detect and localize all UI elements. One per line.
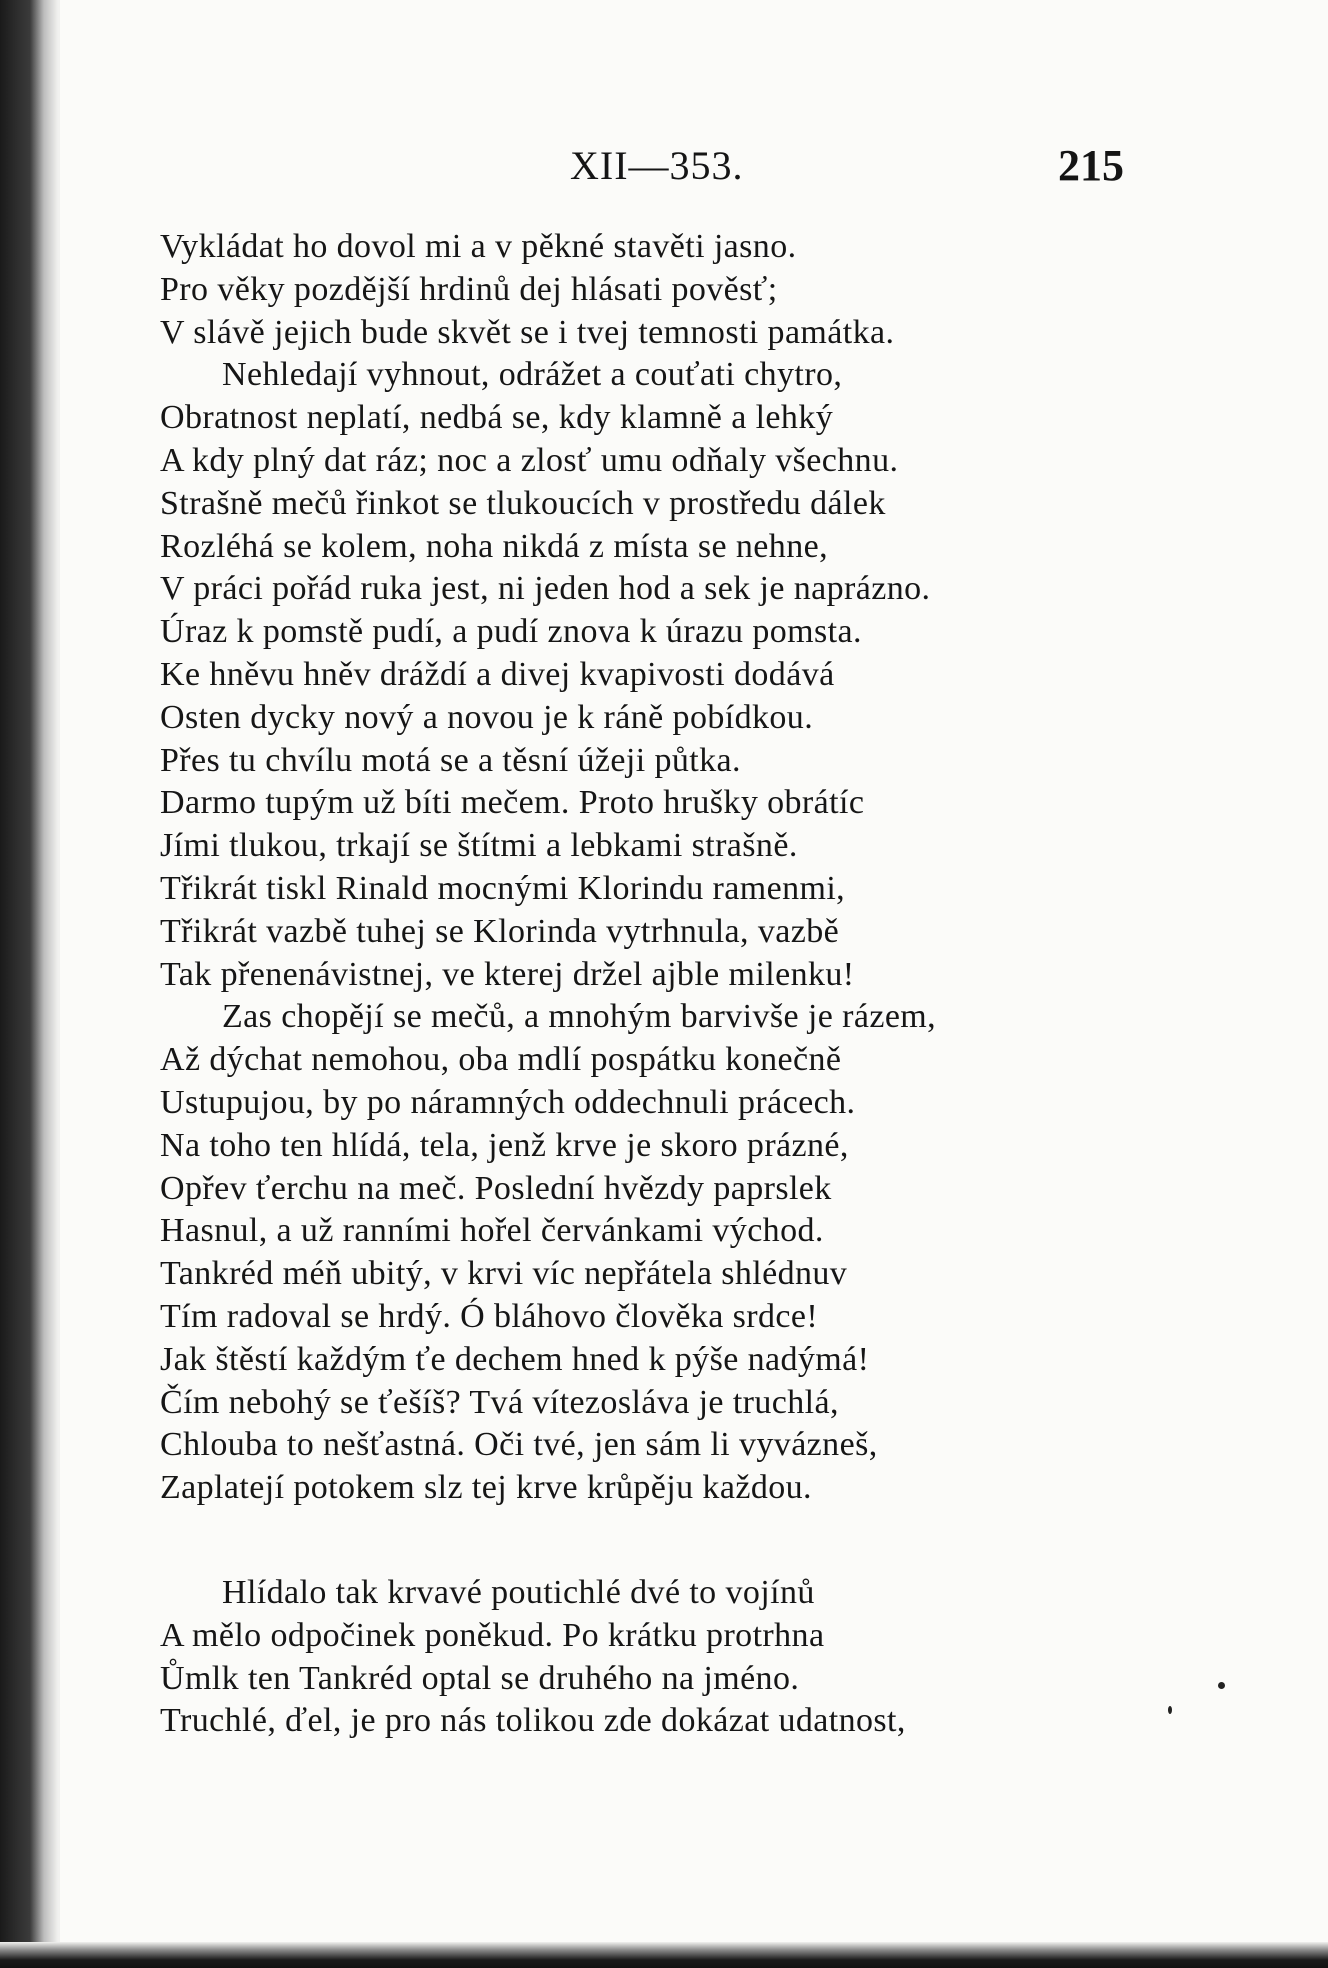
verse-line: Úraz k pomstě pudí, a pudí znova k úrazu pomsta. — [160, 613, 862, 651]
verse-line: V práci pořád ruka jest, ni jeden hod a sek je naprázno. — [160, 570, 931, 608]
binding-shadow — [0, 0, 60, 1968]
scan-bottom-edge — [0, 1942, 1328, 1968]
verse-line: A kdy plný dat ráz; noc a zlosť umu odňaly všechnu. — [160, 441, 899, 479]
page-header — [60, 142, 1328, 192]
verse-line: Chlouba to nešťastná. Oči tvé, jen sám li vyvázneš, — [160, 1426, 878, 1464]
poem-text — [160, 226, 1220, 1743]
verse-line: Zas chopějí se mečů, a mnohým barvivše je rázem, — [222, 998, 937, 1036]
running-head: XII—353. — [570, 143, 744, 188]
verse-line: Jími tlukou, trkají se štítmi a lebkami strašně. — [160, 827, 798, 865]
verse-line: Ustupujou, by po náramných oddechnuli prácech. — [160, 1083, 856, 1121]
verse-line: Čím nebohý se ťešíš? Tvá vítezosláva je truchlá, — [160, 1383, 839, 1421]
verse-line: Pro věky pozdější hrdinů dej hlásati pověsť; — [160, 270, 778, 308]
verse-line: A mělo odpočinek poněkud. Po krátku protrhna — [160, 1616, 825, 1654]
verse-line: Na toho ten hlídá, tela, jenž krve je skoro prázné, — [160, 1126, 849, 1164]
verse-line: Jak štěstí každým ťe dechem hned k pýše nadýmá! — [160, 1340, 870, 1378]
stanza-break — [160, 1510, 1220, 1572]
verse-line: Darmo tupým už bíti mečem. Proto hrušky obrátíc — [160, 784, 865, 822]
verse-line: Osten dycky nový a novou je k ráně pobídkou. — [160, 698, 814, 736]
verse-line: Tankréd méň ubitý, v krvi víc nepřátela shlédnuv — [160, 1255, 848, 1293]
verse-line: Tím radoval se hrdý. Ó bláhovo člověka srdce! — [160, 1297, 819, 1335]
ink-speck — [1168, 1706, 1172, 1714]
verse-line: Tak přenenávistnej, ve kterej držel ajble milenku! — [160, 955, 855, 993]
verse-line: Zaplatejí potokem slz tej krve krůpěju každou. — [160, 1469, 812, 1507]
verse-line: Přes tu chvílu motá se a těsní úžeji půtka. — [160, 741, 741, 779]
verse-line: Ůmlk ten Tankréd optal se druhého na jméno. — [160, 1659, 800, 1697]
page-number: 215 — [1058, 141, 1124, 190]
verse-line: Truchlé, ďel, je pro nás tolikou zde dokázat udatnost, — [160, 1702, 906, 1740]
verse-line: Hasnul, a už ranními hořel červánkami východ. — [160, 1212, 824, 1250]
verse-line: Strašně mečů řinkot se tlukoucích v prostředu dálek — [160, 484, 886, 522]
verse-line: Třikrát tiskl Rinald mocnými Klorindu ramenmi, — [160, 869, 846, 907]
verse-line: Opřev ťerchu na meč. Poslední hvězdy paprslek — [160, 1169, 832, 1207]
verse-line: Vykládat ho dovol mi a v pěkné stavěti jasno. — [160, 228, 797, 265]
verse-line: Obratnost neplatí, nedbá se, kdy klamně a lehký — [160, 399, 834, 437]
verse-line: Třikrát vazbě tuhej se Klorinda vytrhnula, vazbě — [160, 912, 840, 950]
verse-line: Hlídalo tak krvavé poutichlé dvé to vojínů — [222, 1573, 815, 1611]
ink-speck — [1218, 1682, 1225, 1689]
verse-line: V slávě jejich bude skvět se i tvej temnosti památka. — [160, 313, 895, 351]
verse-line: Nehledají vyhnout, odrážet a couťati chytro, — [222, 356, 843, 394]
book-page — [60, 0, 1328, 1942]
verse-line: Rozléhá se kolem, noha nikdá z místa se nehne, — [160, 527, 828, 565]
verse-line: Ke hněvu hněv dráždí a divej kvapivosti dodává — [160, 655, 835, 693]
verse-line: Až dýchat nemohou, oba mdlí pospátku konečně — [160, 1041, 842, 1079]
